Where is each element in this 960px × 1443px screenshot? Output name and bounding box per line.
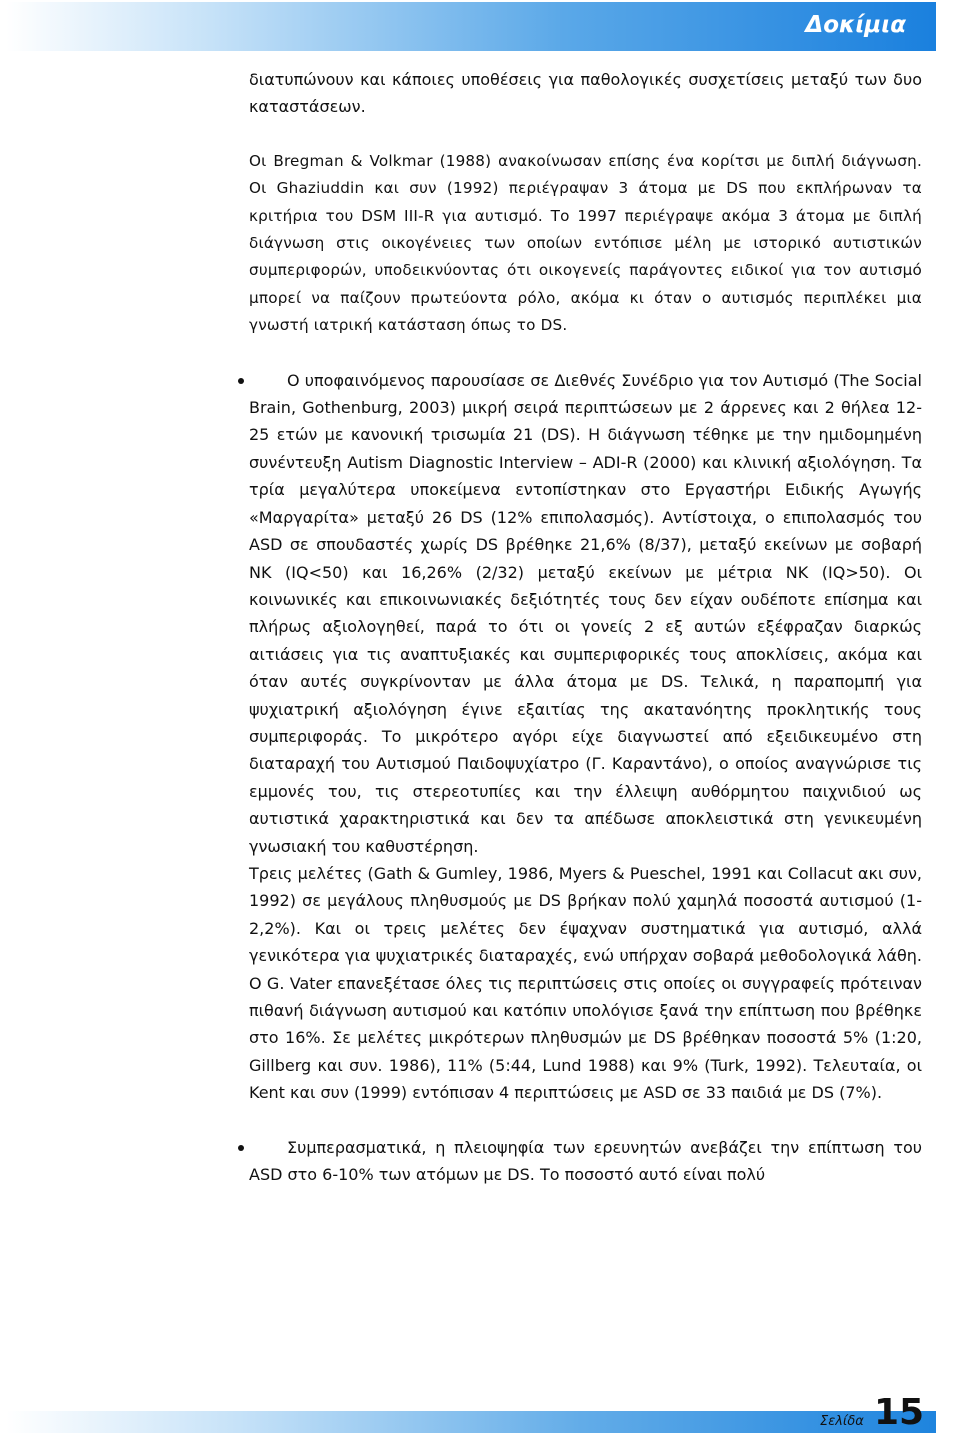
page-footer-bar [6, 1411, 936, 1433]
paragraph-population-studies: Τρεις μελέτες (Gath & Gumley, 1986, Myers & Pueschel, 1991 και Collacut ακι συν, 1992) σε μεγάλους πληθυσμούς με DS βρήκαν πολύ χαμηλά ποσοστά αυτισμού (1-2,2%). Και οι τρεις μελέτες δεν έψαχναν συστηματικά για αυτισμό, αλλά γενικότερα για ψυχιατρικές διαταραχές, ενώ υπήρχαν σοβαρά μεθοδολογικά λάθη. Ο G. Vater επανεξέτασε όλες τις περιπτώσεις στις οποίες οι συγγραφείς πρότειναν πιθανή διάγνωση αυτισμού και κατόπιν υπολόγισε ξανά την επίπτωση που βρέθηκε στο 16%. Σε μελέτες μικρότερων πληθυσμών με DS βρέθηκαν ποσοστά 5% (1:20, Gillberg και συν. 1986), 11% (5:44, Lund 1988) και 9% (Turk, 1992). Τελευταία, οι Kent και συν (1999) εντόπισαν 4 περιπτώσεις με ASD σε 33 παιδιά με DS (7%). [249, 863, 922, 1103]
paragraph-gap [249, 121, 922, 148]
page-label: Σελίδα [820, 1414, 864, 1429]
bullet-item-own-study [249, 367, 922, 860]
document-body [249, 66, 922, 1188]
paragraph-conclusion: Συμπερασματικά, η πλειοψηφία των ερευνητών ανεβάζει την επίπτωση του ASD στο 6-10% των ατόμων με DS. Το ποσοστό αυτό είναι πολύ [249, 1137, 922, 1185]
bullet-item-conclusion [249, 1134, 922, 1189]
page-header-title: Δοκίμια [805, 12, 906, 38]
paragraph-gap [249, 1107, 922, 1134]
paragraph-case-reports: Οι Bregman & Volkmar (1988) ανακοίνωσαν επίσης ένα κορίτσι με διπλή διάγνωση. Οι Ghaziuddin και συν (1992) περιέγραψαν 3 άτομα με DS που εκπλήρωναν τα κριτήρια του DSM III-R για αυτισμό. Το 1997 περιέγραψε ακόμα 3 άτομα με διπλή διάγνωση στις οικογένειες των οποίων εντόπισε μέλη με ιστορικό αυτιστικών συμπεριφορών, υποδεικνύοντας ότι οικογενείς παράγοντες ειδικοί για τον αυτισμό μπορεί να παίζουν πρωτεύοντα ρόλο, ακόμα κι όταν ο αυτισμός περιπλέκει μια γνωστή ιατρική κατάσταση όπως το DS. [249, 151, 922, 335]
paragraph-intro-continuation: διατυπώνουν και κάποιες υποθέσεις για παθολογικές συσχετίσεις μεταξύ των δυο καταστάσεων. [249, 70, 922, 117]
bullet-icon [238, 1145, 244, 1151]
page-number: 15 [874, 1392, 925, 1433]
bullet-icon [238, 378, 244, 384]
page-header-bar [6, 2, 936, 51]
paragraph-own-study: Ο υποφαινόμενος παρουσίασε σε Διεθνές Συνέδριο για τον Αυτισμό (The Social Brain, Gothenburg, 2003) μικρή σειρά περιπτώσεων με 2 άρρενες και 2 θήλεα 12-25 ετών με κανονική τρισωμία 21 (DS). Η διάγνωση τέθηκε με την ημιδομημένη συνέντευξη Autism Diagnostic Interview – ADI-R (2000) και κλινική αξιολόγηση. Τα τρία μεγαλύτερα υποκείμενα εντοπίστηκαν στο Εργαστήρι Ειδικής Αγωγής «Μαργαρίτα» μεταξύ 26 DS (12% επιπολασμός). Αντίστοιχα, ο επιπολασμός του ASD σε σπουδαστές χωρίς DS βρέθηκε 21,6% (8/37), μεταξύ εκείνων με σοβαρή ΝΚ (IQ<50) και 16,26% (2/32) μεταξύ εκείνων με μέτρια ΝΚ (IQ>50). Οι κοινωνικές και επικοινωνιακές δεξιότητές τους δεν είχαν ουδέποτε επίσημα και πλήρως αξιολογηθεί, παρά το ότι οι γονείς 2 εξ αυτών εξέφραζαν διαρκώς αιτιάσεις για τις αναπτυξιακές και συμπεριφορικές τους αποκλίσεις, ακόμα και όταν αυτές συγκρίνονταν με άλλα άτομα με DS. Τελικά, η παραπομπή για ψυχιατρική αξιολόγηση έγινε εξαιτίας της ακατανόητης προκλητικής τους συμπεριφοράς. Το μικρότερο αγόρι είχε διαγνωστεί από εξειδικευμένο στη διαταραχή του Αυτισμού Παιδοψυχίατρο (Γ. Καραντάνο), ο οποίος αναγνώρισε τις εμμονές του, τις στερεοτυπίες και την έλλειψη αυθόρμητου παιχνιδιού ως αυτιστικά χαρακτηριστικά και δεν τα απέδωσε αποκλειστικά στη γενικευμένη γνωσιακή του καθυστέρηση. [249, 370, 922, 856]
paragraph-gap [249, 340, 922, 367]
